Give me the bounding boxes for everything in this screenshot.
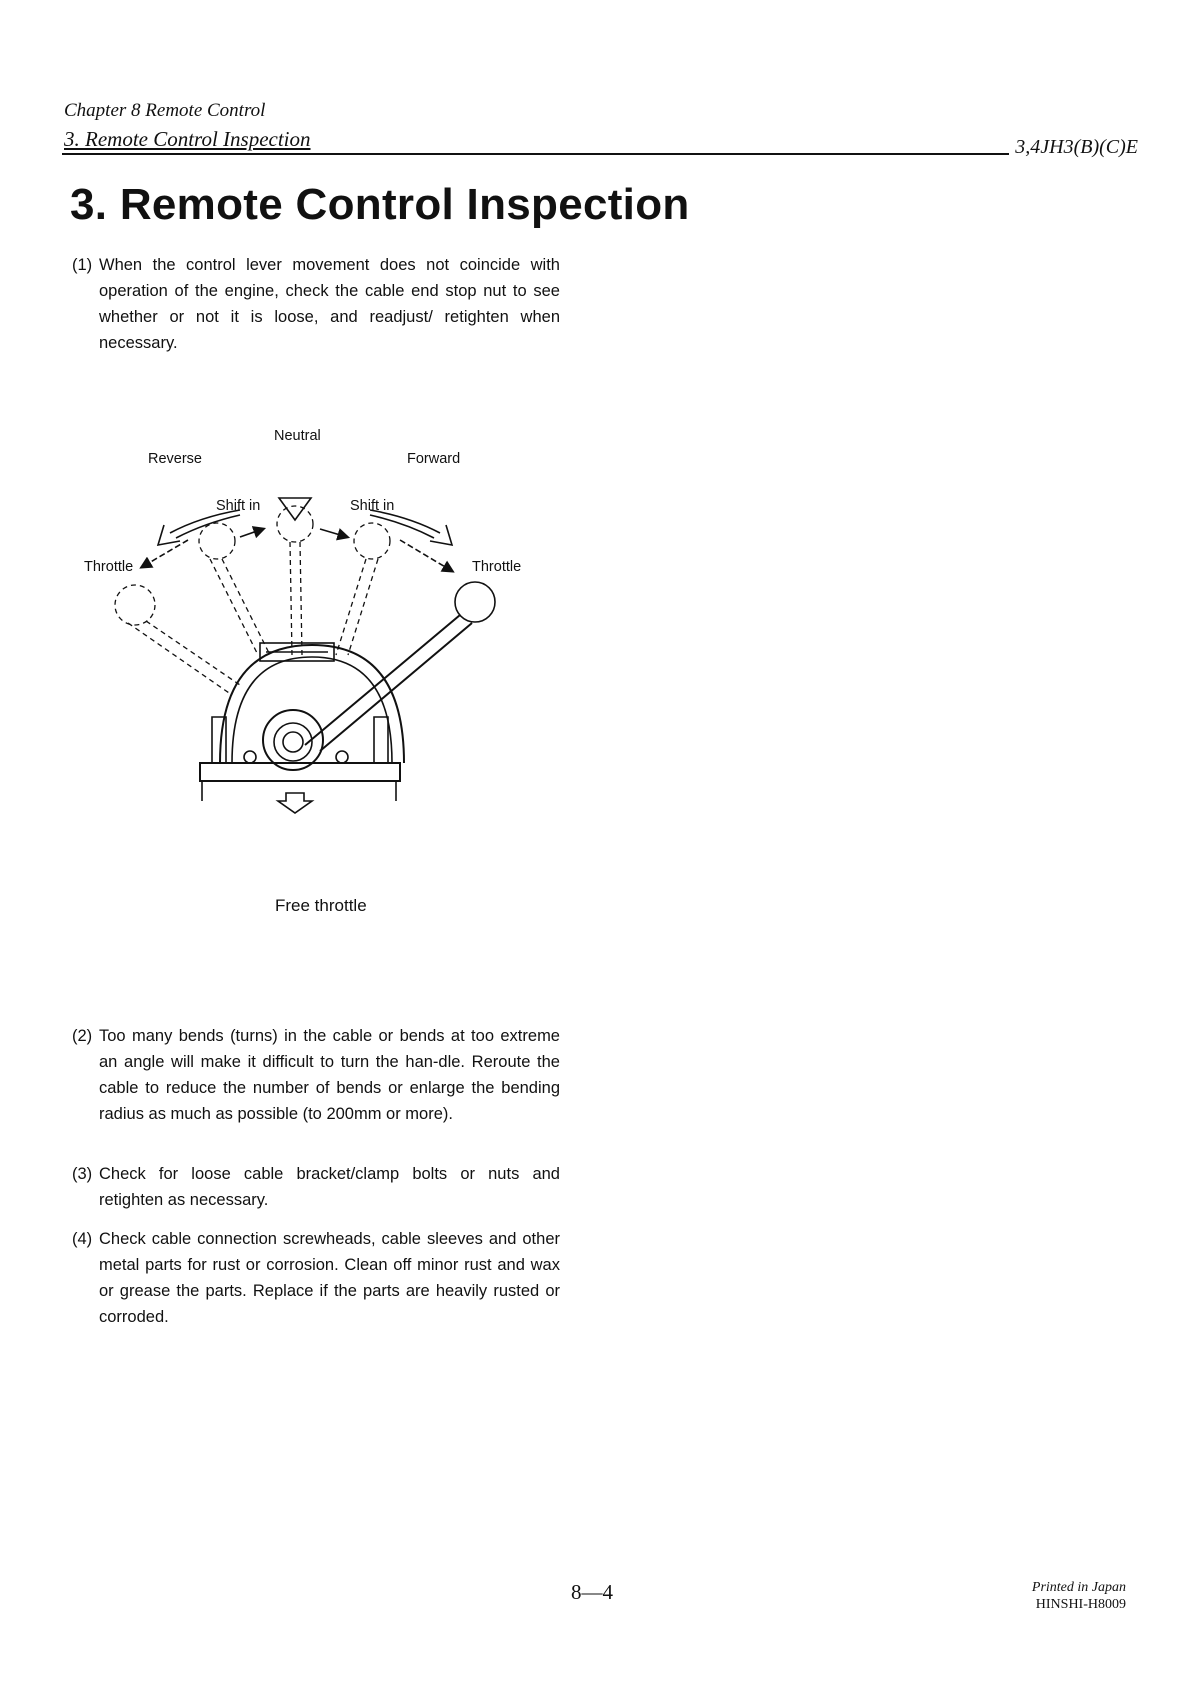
model-code: 3,4JH3(B)(C)E xyxy=(1015,136,1138,158)
paragraph-2 xyxy=(72,1023,560,1127)
throttle-right-label: Throttle xyxy=(472,559,522,575)
figure-caption: Free throttle xyxy=(275,896,367,915)
paragraph-text: Check cable connection screwheads, cable sleeves and other metal parts for rust or corrosion. Clean off minor rust and wax or grease the parts. Replace if the parts are heavily rusted or corroded. xyxy=(99,1230,560,1326)
document-code: HINSHI-H8009 xyxy=(1035,1597,1126,1612)
shift-in-left-arrow xyxy=(240,529,263,537)
page-title: 3. Remote Control Inspection xyxy=(70,180,690,229)
lever-diagram xyxy=(80,455,580,915)
printed-in-note: Printed in Japan xyxy=(1031,1580,1126,1595)
paragraph-text: When the control lever movement does not coincide with operation of the engine, check the cable end stop nut to see whether or not it is loose, and readjust/ retighten when necessary. xyxy=(99,256,560,352)
paragraph-number: (2) xyxy=(72,1027,93,1045)
shift-in-right-arrow xyxy=(320,529,347,537)
free-throttle-arrow xyxy=(278,793,312,813)
paragraph-4 xyxy=(72,1226,560,1330)
paragraph-1 xyxy=(72,252,560,356)
neutral-label: Neutral xyxy=(274,428,321,444)
paragraph-number: (1) xyxy=(72,256,93,274)
neutral-indicator-triangle xyxy=(279,498,311,520)
paragraph-number: (4) xyxy=(72,1230,93,1248)
throttle-right-arrow xyxy=(400,540,452,571)
paragraph-text: Too many bends (turns) in the cable or bends at too extreme an angle will make it difficult to turn the han-dle. Reroute the cable to reduce the number of bends or enlarge the bending radius as much as possible (to 200mm or more). xyxy=(99,1027,560,1123)
header-rule xyxy=(62,153,1009,155)
page-number: 8—4 xyxy=(571,1580,613,1604)
reverse-label: Reverse xyxy=(148,451,202,467)
forward-label: Forward xyxy=(407,451,461,467)
throttle-left-label: Throttle xyxy=(84,559,134,575)
remote-control-lever-figure xyxy=(80,428,580,915)
chapter-header: Chapter 8 Remote Control xyxy=(64,100,266,121)
paragraph-number: (3) xyxy=(72,1165,93,1183)
section-header: 3. Remote Control Inspection xyxy=(64,127,311,151)
throttle-knob xyxy=(455,582,495,622)
base-plate xyxy=(200,763,400,781)
paragraph-3 xyxy=(72,1161,560,1213)
paragraph-text: Check for loose cable bracket/clamp bolts or nuts and retighten as necessary. xyxy=(99,1165,560,1209)
shift-in-left-label: Shift in xyxy=(216,498,261,514)
shift-in-right-label: Shift in xyxy=(350,498,395,514)
